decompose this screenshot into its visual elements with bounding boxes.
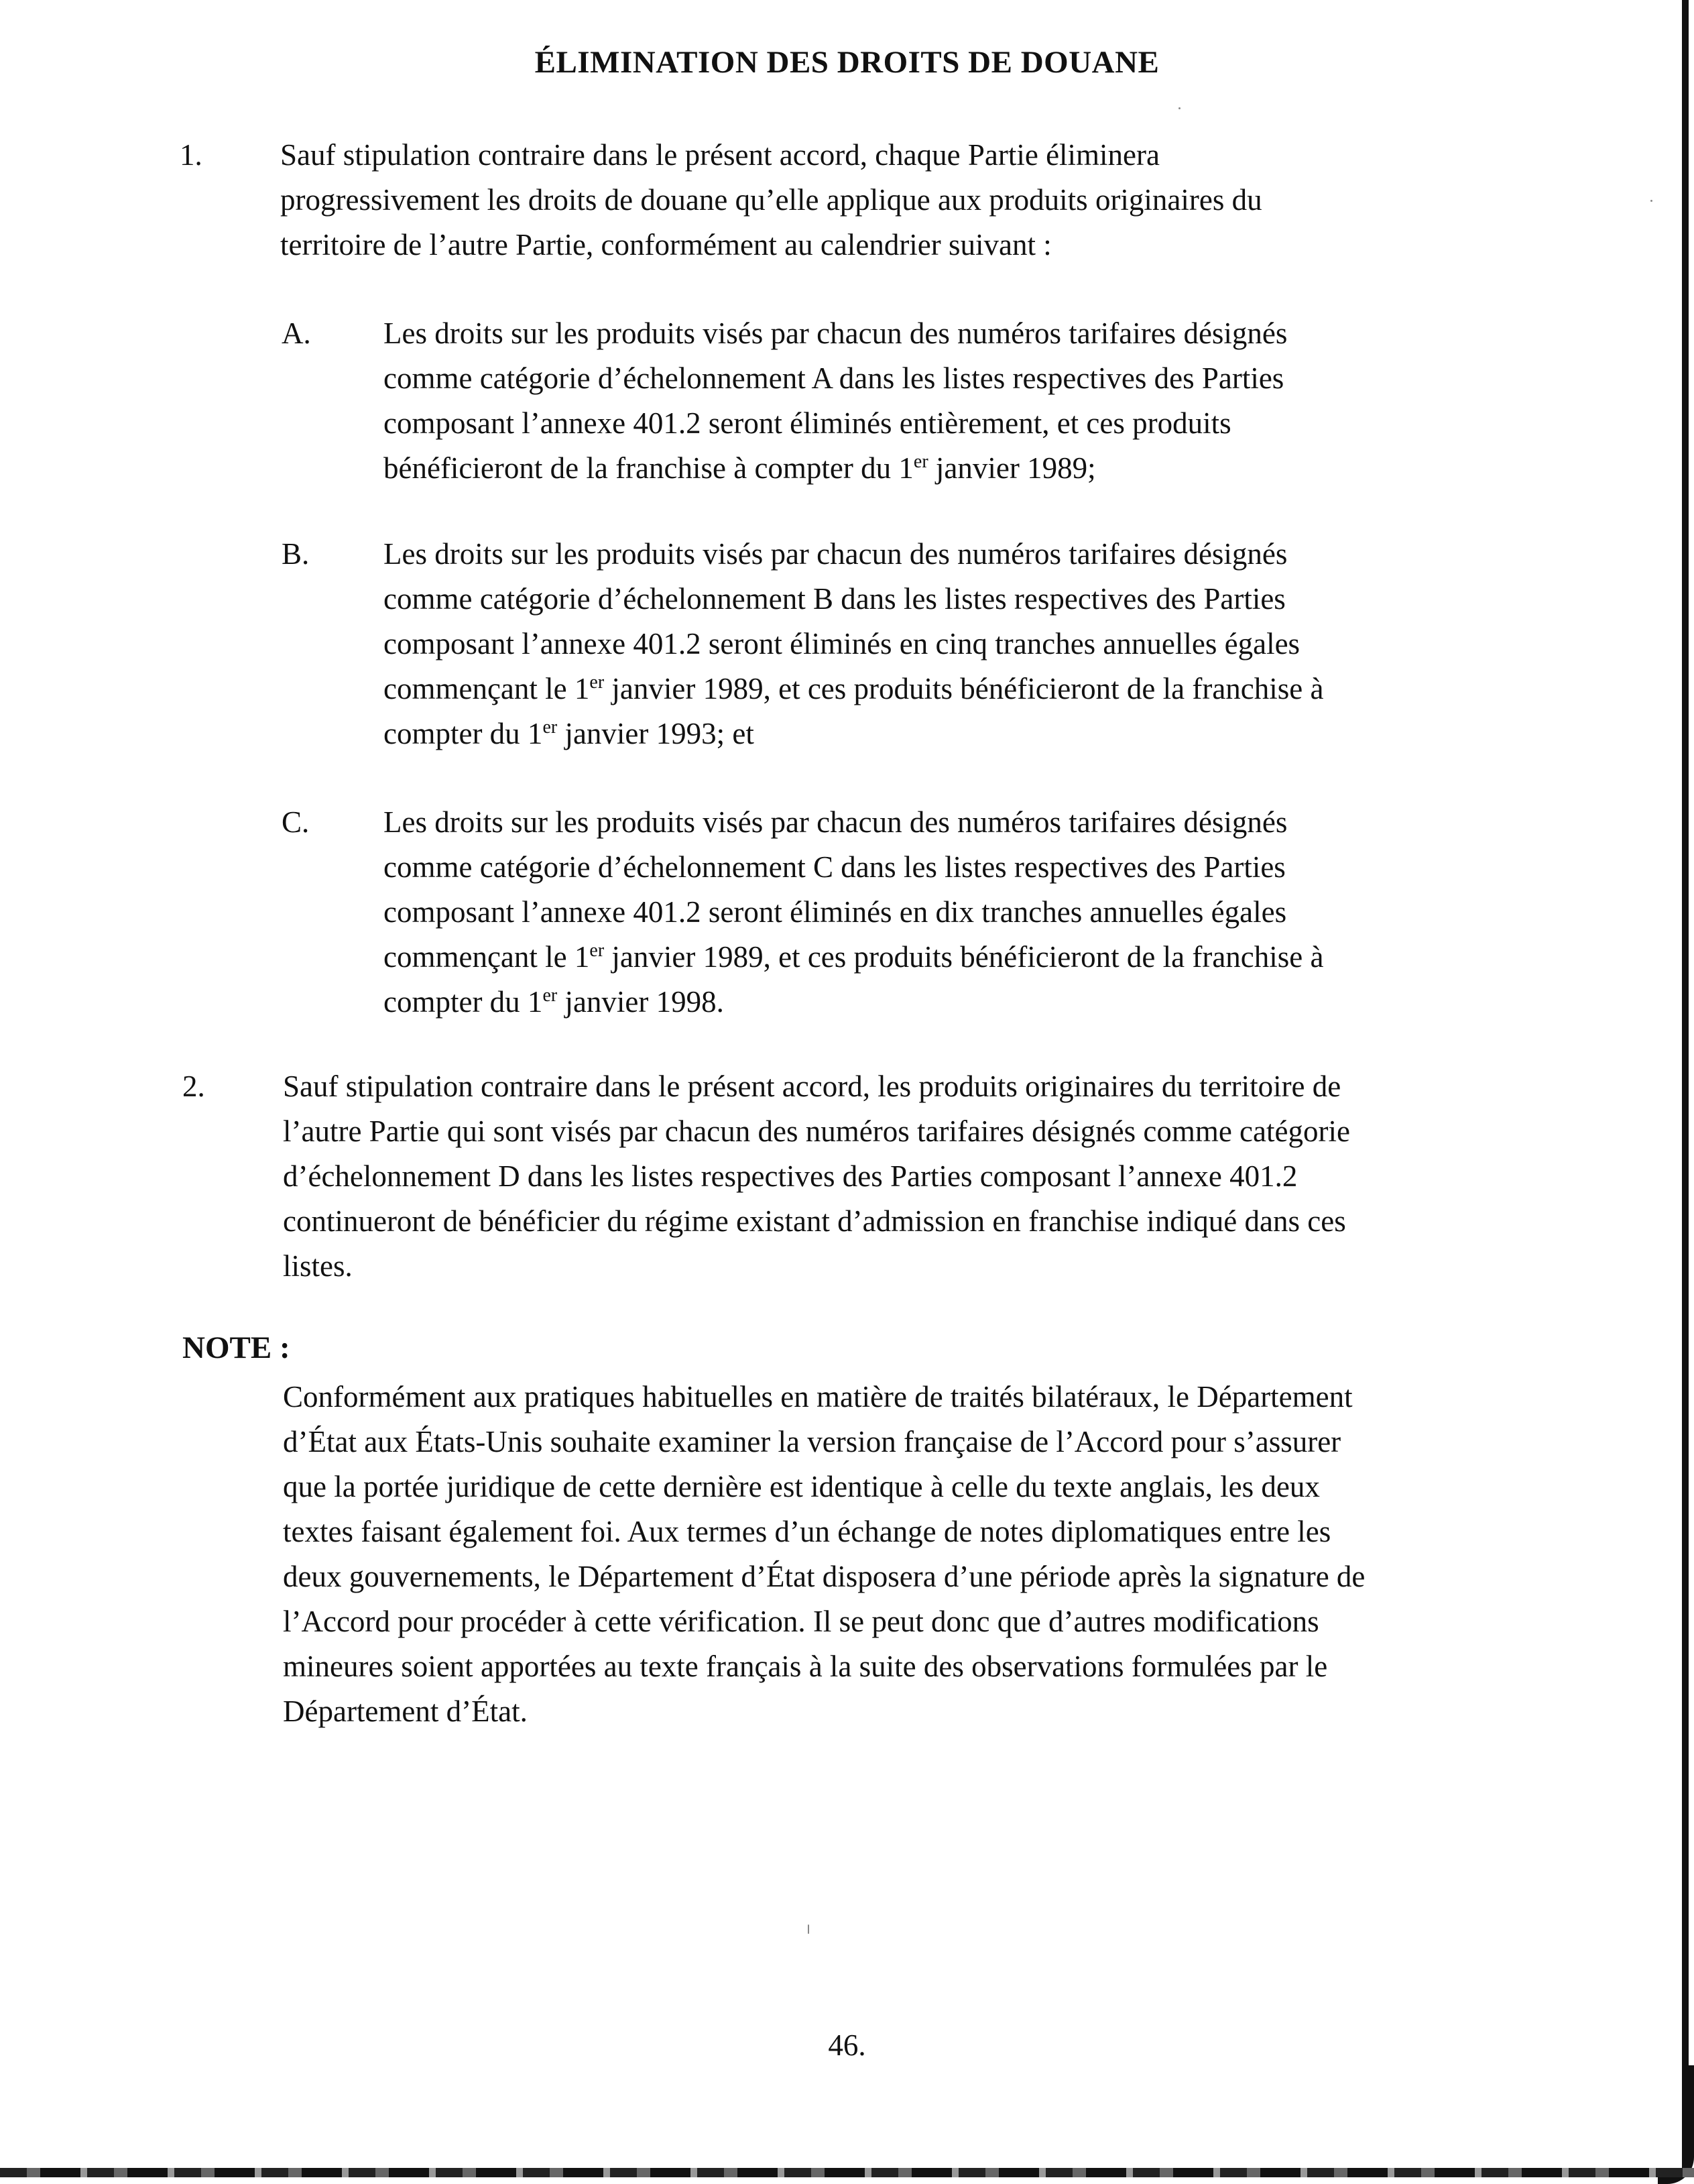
text-line: Sauf stipulation contraire dans le présent accord, les produits originaires du territoire de [283, 1070, 1341, 1103]
text-line: listes. [283, 1249, 353, 1283]
paragraph-1-number: 1. [180, 138, 202, 172]
item-b-letter: B. [282, 537, 310, 571]
item-c-letter: C. [282, 805, 310, 839]
text-segment: commençant le 1 [383, 940, 590, 974]
text-segment: janvier 1989, et ces produits bénéficieront de la franchise à [604, 672, 1324, 705]
text-line: que la portée juridique de cette dernière est identique à celle du texte anglais, les deux [283, 1470, 1320, 1503]
scan-edge-curl [1658, 2065, 1694, 2184]
superscript: er [542, 985, 558, 1006]
text-line: textes faisant également foi. Aux termes d’un échange de notes diplomatiques entre les [283, 1515, 1331, 1548]
text-line: deux gouvernements, le Département d’État disposera d’une période après la signature de [283, 1560, 1366, 1593]
page-number: 46. [828, 2028, 866, 2062]
scan-speck [1178, 107, 1181, 109]
text-line: d’État aux États-Unis souhaite examiner la version française de l’Accord pour s’assurer [283, 1425, 1341, 1458]
superscript: er [589, 672, 605, 693]
text-segment: bénéficieront de la franchise à compter du 1 [383, 451, 914, 485]
text-segment: commençant le 1 [383, 672, 590, 705]
text-line: comme catégorie d’échelonnement B dans les listes respectives des Parties [383, 582, 1286, 616]
text-line [383, 667, 1323, 711]
text-segment: compter du 1 [383, 717, 543, 750]
text-line: Conformément aux pratiques habituelles en matière de traités bilatéraux, le Département [283, 1380, 1353, 1414]
note-label: NOTE : [182, 1330, 290, 1365]
paragraph-2-text [283, 1064, 1350, 1289]
text-line: l’Accord pour procéder à cette vérification. Il se peut donc que d’autres modifications [283, 1605, 1319, 1638]
note-text [283, 1375, 1365, 1734]
text-line: d’échelonnement D dans les listes respectives des Parties composant l’annexe 401.2 [283, 1159, 1298, 1193]
text-line [383, 980, 1323, 1025]
text-line: composant l’annexe 401.2 seront éliminés en dix tranches annuelles égales [383, 895, 1287, 929]
item-a-text [383, 311, 1287, 491]
text-segment: janvier 1998. [557, 985, 724, 1019]
text-line: l’autre Partie qui sont visés par chacun des numéros tarifaires désignés comme catégorie [283, 1114, 1350, 1148]
text-segment: janvier 1993; et [557, 717, 754, 750]
text-line: continueront de bénéficier du régime existant d’admission en franchise indiqué dans ces [283, 1204, 1346, 1238]
scan-speck [808, 1924, 809, 1934]
text-line: territoire de l’autre Partie, conformément au calendrier suivant : [280, 228, 1052, 262]
item-b-text [383, 532, 1323, 756]
superscript: er [589, 940, 605, 961]
text-line [383, 711, 1323, 756]
superscript: er [913, 451, 928, 472]
text-line: mineures soient apportées au texte français à la suite des observations formulées par le [283, 1650, 1328, 1683]
text-line: Les droits sur les produits visés par chacun des numéros tarifaires désignés [383, 805, 1288, 839]
text-line: comme catégorie d’échelonnement C dans les listes respectives des Parties [383, 850, 1286, 884]
scan-edge-bottom [0, 2168, 1694, 2177]
scan-speck [1650, 200, 1652, 202]
text-segment: compter du 1 [383, 985, 543, 1019]
text-line: Département d’État. [283, 1694, 528, 1728]
text-segment: janvier 1989, et ces produits bénéficieront de la franchise à [604, 940, 1324, 974]
text-line: Les droits sur les produits visés par chacun des numéros tarifaires désignés [383, 317, 1288, 350]
text-line: progressivement les droits de douane qu’elle applique aux produits originaires du [280, 183, 1262, 217]
paragraph-2-number: 2. [182, 1070, 205, 1103]
superscript: er [542, 717, 558, 738]
item-a-letter: A. [282, 317, 311, 350]
item-c-text [383, 800, 1323, 1025]
paragraph-1-text [280, 133, 1262, 268]
text-line: Sauf stipulation contraire dans le présent accord, chaque Partie éliminera [280, 138, 1160, 172]
scan-edge-right [1682, 0, 1689, 2177]
text-line: Les droits sur les produits visés par chacun des numéros tarifaires désignés [383, 537, 1288, 571]
page-title: ÉLIMINATION DES DROITS DE DOUANE [534, 45, 1160, 80]
text-line [383, 935, 1323, 980]
text-line: comme catégorie d’échelonnement A dans les listes respectives des Parties [383, 361, 1284, 395]
text-segment: janvier 1989; [928, 451, 1096, 485]
text-line: composant l’annexe 401.2 seront éliminés en cinq tranches annuelles égales [383, 627, 1300, 660]
text-line [383, 446, 1287, 491]
text-line: composant l’annexe 401.2 seront éliminés entièrement, et ces produits [383, 406, 1231, 440]
